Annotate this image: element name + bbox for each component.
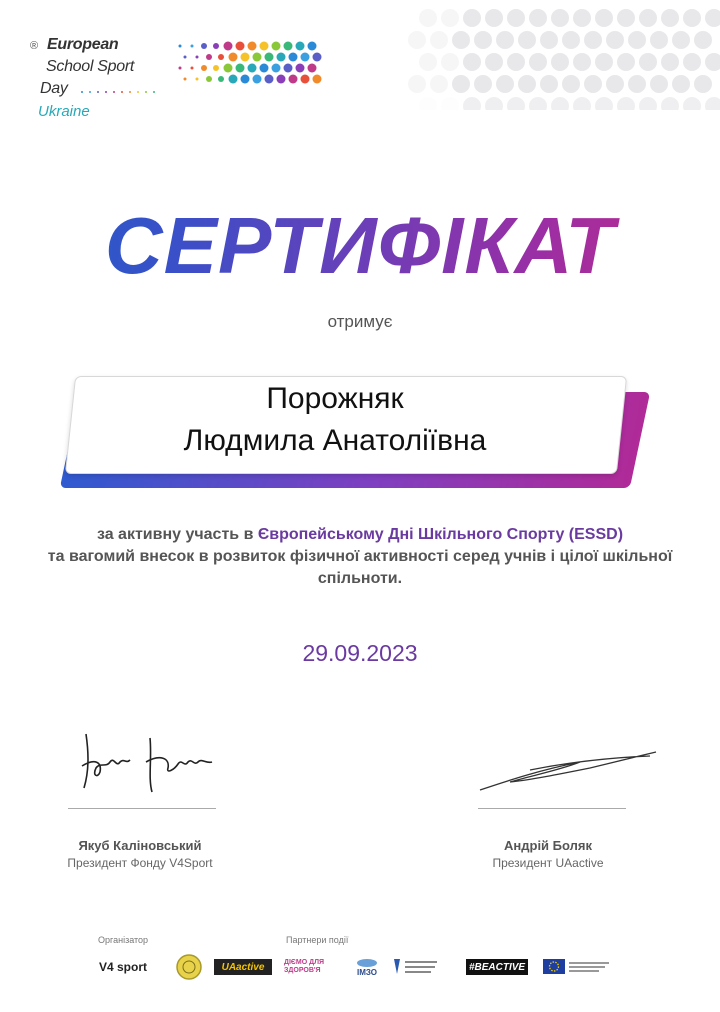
diemo-logo — [284, 954, 344, 980]
decor-dot — [419, 9, 437, 27]
v4sport-logo — [96, 954, 150, 980]
decor-dot — [551, 53, 569, 71]
decor-dot — [452, 75, 470, 93]
logo-dot — [121, 91, 123, 93]
decor-dot — [496, 31, 514, 49]
recipient-name — [80, 378, 590, 462]
logo-dot — [308, 64, 317, 73]
signature-line-1 — [68, 808, 216, 809]
logo-dot — [206, 76, 212, 82]
logo-country: Ukraine — [38, 103, 90, 120]
logo-dot — [179, 45, 182, 48]
decor-dot — [672, 31, 690, 49]
decor-dot — [683, 53, 701, 71]
decor-dot — [474, 31, 492, 49]
logo-dot — [277, 53, 286, 62]
decor-dot — [705, 9, 720, 27]
logo-dot — [201, 65, 207, 71]
decor-dot — [661, 97, 679, 110]
decor-dot — [617, 97, 635, 110]
logo-dot — [301, 75, 310, 84]
decor-dot — [650, 75, 668, 93]
beactive-logo-text: #BEACTIVE — [468, 961, 526, 973]
logo-dot — [241, 75, 250, 84]
decor-dot — [540, 31, 558, 49]
decor-dot — [628, 31, 646, 49]
uaactive-logo-text: UAactive — [221, 961, 265, 973]
logo-dot — [206, 54, 212, 60]
logo-dot — [89, 91, 91, 93]
logo-dot — [191, 67, 194, 70]
recipient-given-names: Людмила Анатоліївна — [183, 424, 487, 457]
decor-dot — [683, 9, 701, 27]
decor-dot — [639, 9, 657, 27]
logo-dot — [129, 91, 131, 93]
decor-dot — [573, 9, 591, 27]
logo-dot — [236, 64, 245, 73]
decor-dot — [562, 31, 580, 49]
logo-dot — [265, 53, 274, 62]
decor-dot — [551, 9, 569, 27]
logo-dot — [196, 56, 199, 59]
logo-dot — [201, 43, 207, 49]
certificate-title: СЕРТИФІКАТ — [0, 200, 720, 292]
decor-dot — [705, 53, 720, 71]
decor-dot — [584, 31, 602, 49]
decor-dot — [573, 97, 591, 110]
signatory-2-role: Президент UAactive — [492, 856, 604, 870]
decor-dot — [463, 53, 481, 71]
decor-dot — [562, 75, 580, 93]
logo-dot — [284, 64, 293, 73]
decorative-dot-pattern — [400, 0, 720, 110]
decor-dot — [628, 75, 646, 93]
logo-dot — [213, 65, 219, 71]
v4sport-logo-text: V4 sport — [98, 960, 147, 974]
decor-dot — [441, 9, 459, 27]
logo-dot — [229, 75, 238, 84]
logo-dot — [248, 42, 257, 51]
signatory-2-name: Андрій Боляк — [504, 838, 592, 853]
decor-dot — [441, 53, 459, 71]
decor-dot — [518, 31, 536, 49]
decor-dot — [485, 53, 503, 71]
decor-dot — [639, 97, 657, 110]
logo-dot — [137, 91, 139, 93]
logo-dot — [284, 42, 293, 51]
decor-dot — [595, 9, 613, 27]
logo-dot — [97, 91, 99, 93]
decor-dot — [606, 31, 624, 49]
decor-dot — [573, 53, 591, 71]
imzo-logo-text: ІМЗО — [356, 967, 377, 977]
description-part-2: та вагомий внесок в розвиток фізичної активності серед учнів і цілої шкільної спільноти. — [47, 548, 673, 587]
decor-dot — [485, 97, 503, 110]
decor-dot — [606, 75, 624, 93]
signatory-1-role: Президент Фонду V4Sport — [67, 856, 213, 870]
partners-label: Партнери події — [286, 935, 349, 945]
decor-dot — [694, 31, 712, 49]
decor-dot — [661, 9, 679, 27]
logo-dot — [301, 53, 310, 62]
ministry-icon — [391, 956, 439, 978]
logo-dot — [153, 91, 155, 93]
badge-icon — [175, 953, 203, 981]
decor-dot — [452, 31, 470, 49]
decor-dot — [430, 31, 448, 49]
logo-dot — [272, 42, 281, 51]
organizer-label: Організатор — [98, 935, 149, 945]
decor-dot — [507, 9, 525, 27]
logo-dot — [296, 42, 305, 51]
logo-dot — [224, 64, 233, 73]
decor-dot — [551, 97, 569, 110]
logo-dot — [241, 53, 250, 62]
decor-dot — [430, 75, 448, 93]
decor-dot — [639, 53, 657, 71]
logo-dot — [218, 76, 224, 82]
logo-dot — [224, 42, 233, 51]
decor-dot — [650, 31, 668, 49]
eu-flag-icon — [543, 957, 611, 977]
decor-dot — [485, 9, 503, 27]
logo-line-2: School Sport — [46, 58, 135, 75]
decor-dot — [529, 9, 547, 27]
receives-label: отримує — [327, 312, 393, 331]
diemo-logo-text: ДІЄМО ДЛЯ ЗДОРОВ'Я — [284, 959, 325, 974]
eu-logo — [542, 954, 612, 980]
imzo-icon — [356, 958, 378, 968]
imzo-logo — [352, 954, 382, 980]
logo-dot — [213, 43, 219, 49]
decor-dot — [617, 53, 635, 71]
logo-line-1: European — [47, 36, 119, 53]
logo-dot — [218, 54, 224, 60]
signature-1-icon — [70, 728, 230, 808]
uaactive-logo — [214, 959, 272, 975]
logo-dot — [313, 53, 322, 62]
decor-dot — [694, 75, 712, 93]
decor-dot — [584, 75, 602, 93]
logo-dot — [277, 75, 286, 84]
logo-dot — [289, 53, 298, 62]
logo-line-3: Day — [40, 80, 68, 97]
signatory-1-name: Якуб Каліновський — [78, 838, 202, 853]
decor-dot — [617, 9, 635, 27]
logo-dot — [272, 64, 281, 73]
logo-dot — [260, 42, 269, 51]
registered-mark: ® — [30, 40, 39, 52]
logo-dot — [81, 91, 83, 93]
decor-dot — [540, 75, 558, 93]
description-highlight: Європейському Дні Шкільного Спорту (ESSD) — [257, 526, 624, 543]
logo-dot — [248, 64, 257, 73]
decor-dot — [595, 53, 613, 71]
decor-dot — [518, 75, 536, 93]
logo-dot — [236, 42, 245, 51]
logo-dot — [113, 91, 115, 93]
logo-dot — [265, 75, 274, 84]
logo-dot — [191, 45, 194, 48]
decor-dot — [463, 9, 481, 27]
decor-dot — [661, 53, 679, 71]
logo-dot — [196, 78, 199, 81]
decor-dot — [408, 31, 426, 49]
logo-dot — [184, 78, 187, 81]
ministry-logo — [390, 954, 440, 980]
decor-dot — [408, 75, 426, 93]
decor-dot — [529, 53, 547, 71]
description-part-1: за активну участь в — [96, 526, 258, 543]
signature-line-2 — [478, 808, 626, 809]
logo-dot — [179, 67, 182, 70]
decor-dot — [441, 97, 459, 110]
signature-2-icon — [470, 740, 670, 800]
decor-dot — [507, 53, 525, 71]
recipient-surname: Порожняк — [266, 382, 404, 415]
decor-dot — [595, 97, 613, 110]
decor-dot — [705, 97, 720, 110]
decor-dot — [672, 75, 690, 93]
decor-dot — [496, 75, 514, 93]
certificate-description — [30, 524, 690, 590]
badge-logo — [174, 954, 204, 980]
logo-dot — [308, 42, 317, 51]
decor-dot — [419, 97, 437, 110]
beactive-logo — [466, 959, 528, 975]
logo-dot — [260, 64, 269, 73]
logo-dot — [289, 75, 298, 84]
decor-dot — [529, 97, 547, 110]
logo-dot — [296, 64, 305, 73]
decor-dot — [419, 53, 437, 71]
certificate-date: 29.09.2023 — [302, 640, 418, 666]
logo-dot — [229, 53, 238, 62]
logo-dot — [253, 53, 262, 62]
decor-dot — [474, 75, 492, 93]
logo-dot — [105, 91, 107, 93]
logo-dot — [313, 75, 322, 84]
decor-dot — [507, 97, 525, 110]
logo-dot — [253, 75, 262, 84]
logo-dot — [145, 91, 147, 93]
decor-dot — [463, 97, 481, 110]
decor-dot — [683, 97, 701, 110]
logo-dot — [184, 56, 187, 59]
essd-logo — [30, 36, 330, 126]
